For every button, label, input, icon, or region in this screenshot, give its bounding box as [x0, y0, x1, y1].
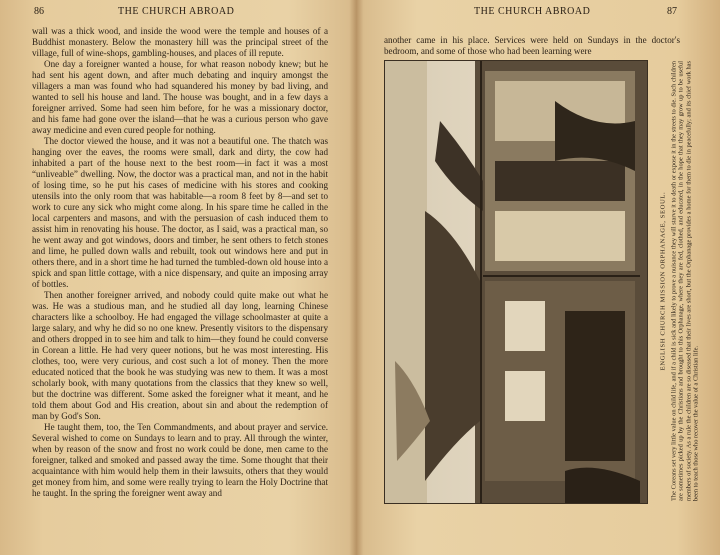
paragraph: Then another foreigner arrived, and nobody could quite make out what he was. He was a studious man, and he studied all day long, learning Chinese characters like a schoolboy. He had engaged the village schoolmaster at quite a large salary, and why he did so no one knew. Presently visitors to the dispensary and others dropped in to see him and talk to him—they found he could converse in Corean a little. He had very queer notions, but he was most interesting. His clothes, too, were very curious, and cost such a lot of money. Then the more educated noticed that the book he was studying was new to them. It was a most scholarly book, with many quotations from the classics that they knew so well, but the doctrine was different. Some asked the foreigner what it meant, and he told them about God and His creation, about sin and about the redemption of man by God's Son. — [32, 290, 328, 421]
photo-caption-area — [652, 60, 708, 502]
caption-text: The Coreans set very little value on child life, and if a child is sick and likely to prove a nuisance they will starve it to death or expose it in the streets to die. Such children are sometimes picked up by the Christians and brought to this Orphanage, where they are fed, clothed, and educated, in the hope that they may grow up to be useful members of society. As a rule the children are so diseased that their lives are short, but the Orphanage provides a home for them to die in peacefully; and its chief work has been to teach those who recover the value of a Christian life. — [670, 61, 700, 501]
photograph-image — [385, 61, 647, 503]
photo-caption — [660, 61, 701, 501]
paragraph: another came in his place. Services were held on Sundays in the doctor's bedroom, and some of those who had been learning were — [384, 35, 680, 57]
caption-title: ENGLISH CHURCH MISSION ORPHANAGE, SEOUL. — [659, 191, 667, 371]
orphanage-photograph — [384, 60, 648, 504]
left-page — [0, 0, 356, 555]
page-number: 87 — [667, 6, 677, 17]
paragraph: The doctor viewed the house, and it was not a beautiful one. The thatch was hanging over the eaves, the rooms were small, dark and dirty, the cow had inhabited a part of the house next to the best room—in fact it was a most “unliveable” dwelling. Now, the doctor was a practical man, and not in the habit of losing time, so he put his cases of medicine with his stores and cooking utensils into the only room that was habitable—a room 8 feet by 8—and set to work to cure any sick who might come along. In his spare time he called in the local carpenters and masons, and with the persuasion of cash induced them to assist him in renovating his house. The doctor, as I said, was a practical man, so he went away and got windows, doors and timber, he sent others to fetch stones and lime, he pulled down walls and rebuilt, took out windows here and put in others there, and in a short time he had turned the tumbled-down old house into a spick and span little cottage, with a nice dispensary, and quite an imposing array of bottles. — [32, 136, 328, 289]
running-head: THE CHURCH ABROAD — [474, 6, 591, 17]
body-text — [32, 26, 328, 499]
running-head: THE CHURCH ABROAD — [118, 6, 235, 17]
paragraph: wall was a thick wood, and inside the wood were the temple and houses of a Buddhist monastery. Below the monastery hill was the principal street of the village, full of wine-shops, gambling-houses, and places of ill repute. — [32, 26, 328, 58]
page-number: 86 — [34, 6, 44, 17]
paragraph: He taught them, too, the Ten Commandments, and about prayer and service. Several wished to come on Sundays to learn and to pray. All through the winter, when by reason of the snow and frost no work could be done, men came to the foreigner, talked and smoked and passed away the time. Some thought that their acquaintance with him would help them in their lawsuits, others that they would get money from him, and some were really trying to learn the Holy Doctrine that he taught. In the spring the foreigner went away and — [32, 422, 328, 498]
right-page — [362, 0, 720, 555]
paragraph: One day a foreigner wanted a house, for what reason nobody knew; but he had sent his agent down, and after much debating and inquiry amongst the villagers a man was found who had squandered his money by bad living, and wanted to sell his house and land. The house was bought, and in a few days a foreigner arrived. Some had seen him before, for he was a missionary doctor, and his fame had gone over the island—that he was a curious person who gave away medicine and even cured people for nothing. — [32, 59, 328, 135]
